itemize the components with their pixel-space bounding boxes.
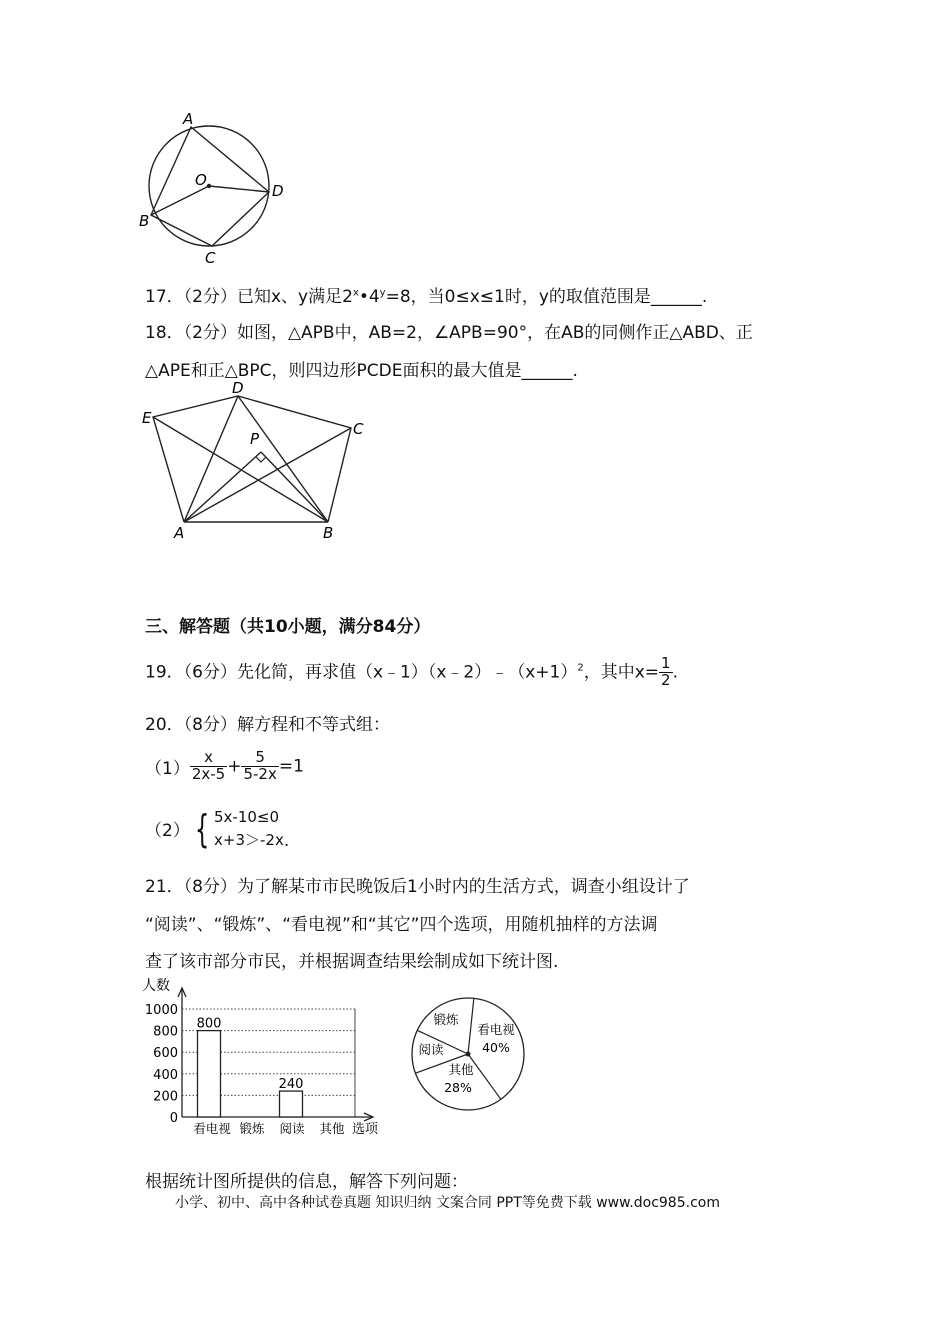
q19-text: 先化简，再求值（x﹣1）（x﹣2）﹣（x+1） — [236, 662, 578, 683]
x-axis-label: 选项 — [352, 1122, 379, 1137]
pie-percent-label: 40% — [482, 1040, 510, 1055]
q19-fraction — [659, 656, 673, 689]
q17-end: . — [701, 287, 708, 307]
label-D: D — [272, 182, 284, 200]
bar-chart — [140, 975, 390, 1140]
question-20 — [145, 710, 390, 735]
question-19 — [145, 656, 678, 689]
q21-score: （8分） — [183, 877, 237, 897]
q19-sup: 2 — [577, 662, 584, 674]
q17-text-a: 已知x、y满足2 — [236, 287, 353, 307]
q20-p1-plus: + — [227, 756, 242, 777]
q20-p1-f1-den: 2x-5 — [191, 764, 226, 783]
q20-number: 20． — [145, 715, 184, 735]
y-tick-label: 200 — [153, 1089, 178, 1105]
y-tick-label: 0 — [169, 1111, 178, 1126]
bar — [198, 1031, 221, 1117]
label-E: E — [142, 409, 152, 427]
circle-quadrilateral-figure — [135, 108, 290, 268]
q20-p1-f1-num: x — [190, 750, 227, 767]
label-P: P — [250, 430, 260, 448]
y-axis-label: 人数 — [142, 978, 170, 994]
footer-text — [175, 1192, 720, 1212]
q20-part1 — [145, 750, 304, 783]
triangle-pentagon-figure — [138, 380, 378, 545]
x-tick-label: 看电视 — [193, 1121, 231, 1136]
question-18-line2 — [145, 356, 578, 381]
pie-percent-label: 28% — [444, 1080, 472, 1095]
q17-number: 17． — [145, 287, 184, 307]
q18-answer-blank[interactable]: ______ — [521, 361, 573, 381]
pie-center — [466, 1052, 471, 1057]
label-C: C — [205, 249, 216, 267]
label-B: B — [323, 524, 334, 542]
q20-p1-fraction2 — [241, 750, 278, 783]
label-A: A — [174, 524, 185, 542]
q20-part2 — [145, 806, 289, 851]
label-O: O — [195, 171, 207, 189]
q21-line1: 为了解某市市民晚饭后1小时内的生活方式，调查小组设计了 — [236, 877, 690, 897]
q19-frac-den: 2 — [661, 670, 671, 689]
x-tick-label: 其他 — [319, 1121, 345, 1136]
question-21-prompt — [145, 1167, 468, 1192]
question-17 — [145, 282, 707, 307]
footer-link-text[interactable]: 小学、初中、高中各种试卷真题 知识归纳 文案合同 PPT等免费下载 www.doc985.com — [175, 1195, 720, 1211]
brace-icon: { — [194, 806, 210, 851]
x-tick-label: 阅读 — [279, 1121, 305, 1136]
q18-score: （2分） — [183, 323, 237, 343]
q17-sup-y: y — [379, 287, 386, 299]
label-C: C — [353, 420, 364, 438]
q18-number: 18． — [145, 323, 184, 343]
q20-p2-line2: x+3＞-2x — [214, 830, 284, 849]
x-tick-label: 锻炼 — [239, 1121, 265, 1136]
q17-text-b: •4 — [358, 287, 380, 307]
pie-slice-label: 其他 — [448, 1062, 474, 1077]
q17-text-c: =8，当0≤x≤1时，y的取值范围是 — [385, 287, 651, 307]
question-18-line1 — [145, 318, 753, 343]
y-tick-label: 800 — [153, 1024, 178, 1040]
q19-end: . — [672, 662, 678, 683]
q20-p1-label: （1） — [145, 758, 190, 779]
q18-line2: △APE和正△BPC，则四边形PCDE面积的最大值是 — [145, 361, 522, 381]
pie-slice-label: 阅读 — [418, 1042, 444, 1057]
y-tick-label: 400 — [153, 1067, 178, 1083]
section-3-title: 三、解答题（共10小题，满分84分） — [145, 617, 431, 637]
q20-text: 解方程和不等式组： — [236, 715, 390, 735]
q21-line2: “阅读”、“锻炼”、“看电视”和“其它”四个选项，用随机抽样的方法调 — [145, 915, 658, 935]
pie-slice-label: 锻炼 — [433, 1012, 459, 1027]
bar-data-label: 240 — [278, 1077, 304, 1093]
pie-chart — [400, 990, 540, 1120]
question-21-line2 — [145, 910, 657, 935]
q19-frac-num: 1 — [661, 654, 671, 672]
q17-sup-x: x — [352, 287, 359, 299]
section-title — [145, 612, 430, 637]
q17-answer-blank[interactable]: ______ — [650, 287, 702, 307]
q18-line1: 如图，△APB中，AB=2，∠APB=90°，在AB的同侧作正△ABD、正 — [236, 323, 753, 343]
q19-number: 19． — [145, 662, 184, 683]
y-tick-label: 1000 — [144, 1003, 178, 1018]
bar — [280, 1091, 303, 1117]
q20-p1-f2-num: 5 — [241, 750, 278, 767]
question-21-line3 — [145, 947, 558, 972]
q20-p1-f2-den: 5-2x — [243, 764, 277, 783]
label-A: A — [183, 110, 194, 128]
q21-number: 21． — [145, 877, 184, 897]
q21-line3: 查了该市部分市民，并根据调查结果绘制成如下统计图. — [145, 952, 559, 972]
q20-p1-rhs: =1 — [278, 756, 304, 777]
q19-text2: ，其中x= — [583, 662, 660, 683]
q19-score: （6分） — [183, 662, 237, 683]
q20-p2-line1: 5x-10≤0 — [214, 808, 280, 826]
q20-p1-fraction1 — [190, 750, 227, 783]
q18-end: . — [572, 361, 578, 381]
y-tick-label: 600 — [153, 1046, 178, 1062]
label-D: D — [232, 380, 244, 397]
q20-score: （8分） — [183, 715, 237, 735]
label-B: B — [139, 212, 150, 230]
q20-p2-end: . — [283, 831, 290, 851]
q21-after: 根据统计图所提供的信息，解答下列问题： — [145, 1172, 468, 1192]
bar-data-label: 800 — [196, 1016, 222, 1032]
q20-p2-label: （2） — [145, 821, 190, 841]
q17-score: （2分） — [183, 287, 237, 307]
pie-slice-label: 看电视 — [477, 1022, 515, 1037]
q20-p2-system — [214, 806, 284, 851]
question-21-line1 — [145, 872, 690, 897]
